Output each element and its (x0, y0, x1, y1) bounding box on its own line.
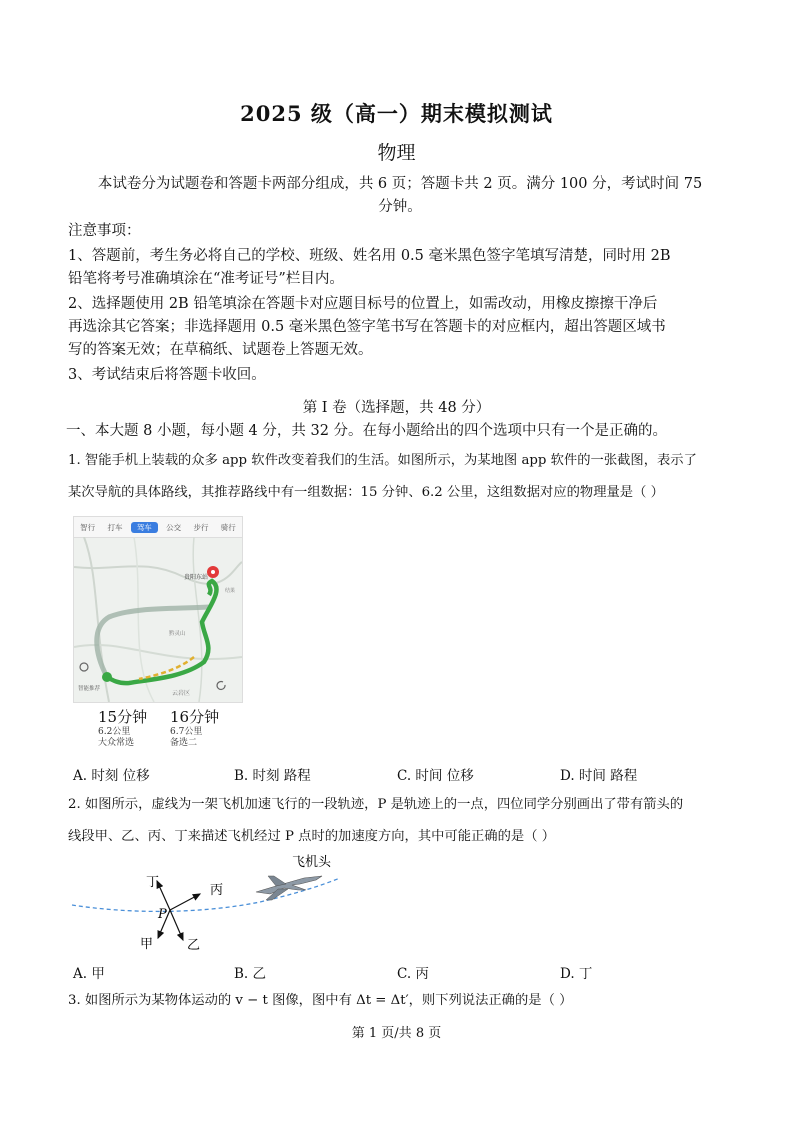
map-tab-drive-active: 驾车 (131, 522, 158, 533)
notice-item-2-line-3: 写的答案无效；在草稿纸、试题卷上答题无效。 (68, 342, 373, 358)
map-tab-6: 骑行 (220, 522, 236, 532)
notice-item-1-line-2: 铅笔将考号准确填涂在“准考证号”栏目内。 (68, 271, 344, 287)
q1-option-d: D. 时间 路程 (560, 768, 638, 784)
question-1 (68, 448, 738, 506)
q1-line-2: 某次导航的具体路线，其推荐路线中有一组数据：15 分钟、6.2 公里，这组数据对应的物理量是（ ） (68, 485, 664, 500)
q1-option-b: B. 时刻 路程 (234, 768, 311, 784)
page-number: 第 1 页/共 8 页 (351, 1026, 442, 1041)
question-3: 3. 如图所示为某物体运动的 v − t 图像，图中有 Δt = Δt′，则下列说法正确的是（ ） (68, 993, 573, 1008)
map-place-label: 黔灵山 (169, 631, 186, 637)
route-1-distance: 6.2公里 (98, 727, 131, 737)
exam-subject: 物理 (377, 142, 416, 164)
q2-option-c: C. 丙 (397, 966, 429, 982)
notice-item-3: 3、考试结束后将答题卡收回。 (68, 367, 266, 383)
map-dest-label: 贵阳东站 (184, 574, 209, 581)
notice-item-2-line-1: 2、选择题使用 2B 铅笔填涂在答题卡对应题目标号的位置上，如需改动，用橡皮擦擦干净后 (68, 296, 658, 312)
arrow-bing-label: 丙 (210, 883, 224, 898)
map-tab-5: 步行 (193, 522, 209, 532)
q1-option-a: A. 时刻 位移 (73, 768, 150, 784)
arrow-bing (170, 894, 200, 910)
locate-icon (80, 663, 88, 671)
section-heading: 第 I 卷（选择题，共 48 分） (302, 400, 491, 416)
airplane-trajectory-figure (70, 850, 345, 955)
q1-line-1: 1. 智能手机上装载的众多 app 软件改变着我们的生活。如图所示，为某地图 app 软件的一张截图，表示了 (68, 453, 697, 468)
q2-line-2: 线段甲、乙、丙、丁来描述飞机经过 P 点时的加速度方向，其中可能正确的是（ ） (68, 829, 556, 844)
map-mode-tabs (74, 517, 242, 538)
map-tab-4: 公交 (166, 522, 182, 532)
notice-item-2-line-2: 再选涂其它答案；非选择题用 0.5 毫米黑色签字笔书写在答题卡的对应框内，超出答题区域书 (68, 319, 666, 335)
route-1-tag: 大众常选 (98, 738, 135, 748)
map-side-button: 结果 (225, 588, 236, 594)
map-bottom-label: 智能推荐 (78, 686, 101, 692)
q1-option-c: C. 时间 位移 (397, 768, 474, 784)
q2-line-1: 2. 如图所示，虚线为一架飞机加速飞行的一段轨迹，P 是轨迹上的一点，四位同学分别画出了带有箭头的 (68, 797, 684, 812)
section-instruction: 一、本大题 8 小题，每小题 4 分，共 32 分。在每小题给出的四个选项中只有一个是正确的。 (66, 423, 668, 439)
map-district-label: 云岩区 (172, 690, 191, 697)
point-p-label: P (158, 907, 167, 922)
q2-option-a: A. 甲 (73, 966, 105, 982)
route-2-distance: 6.7公里 (170, 727, 203, 737)
map-tab-2: 打车 (107, 522, 123, 532)
route-2-time: 16分钟 (170, 708, 220, 726)
route-1-time: 15分钟 (98, 708, 148, 726)
route-option-2 (170, 706, 240, 749)
q2-option-d: D. 丁 (560, 966, 593, 982)
exam-title: 2025 级（高一）期末模拟测试 (240, 101, 553, 126)
question-2 (68, 792, 738, 850)
notice-heading: 注意事项： (68, 223, 141, 239)
route-option-1 (98, 706, 168, 749)
intro-line-1: 本试卷分为试题卷和答题卡两部分组成，共 6 页；答题卡共 2 页。满分 100 分，考试时间 75 (97, 176, 703, 192)
arrow-yi (170, 910, 183, 940)
start-marker-icon (102, 672, 112, 682)
intro-paragraph (70, 173, 730, 219)
airplane-icon (256, 876, 322, 900)
intro-line-2: 分钟。 (378, 199, 422, 215)
navigation-map-figure (73, 516, 243, 703)
arrow-jia-label: 甲 (140, 937, 154, 952)
refresh-icon (217, 681, 225, 689)
notice-item-1-line-1: 1、答题前，考生务必将自己的学校、班级、姓名用 0.5 毫米黑色签字笔填写清楚，同时用 2B (68, 248, 671, 264)
map-canvas (74, 537, 242, 702)
notice-block (68, 220, 728, 387)
route-2-tag: 备选二 (170, 738, 198, 748)
arrow-yi-label: 乙 (187, 938, 201, 953)
q2-option-b: B. 乙 (234, 966, 267, 982)
arrow-ding-label: 丁 (146, 875, 160, 890)
airplane-head-label: 飞机头 (292, 855, 332, 870)
map-tab-1: 智行 (80, 522, 96, 532)
